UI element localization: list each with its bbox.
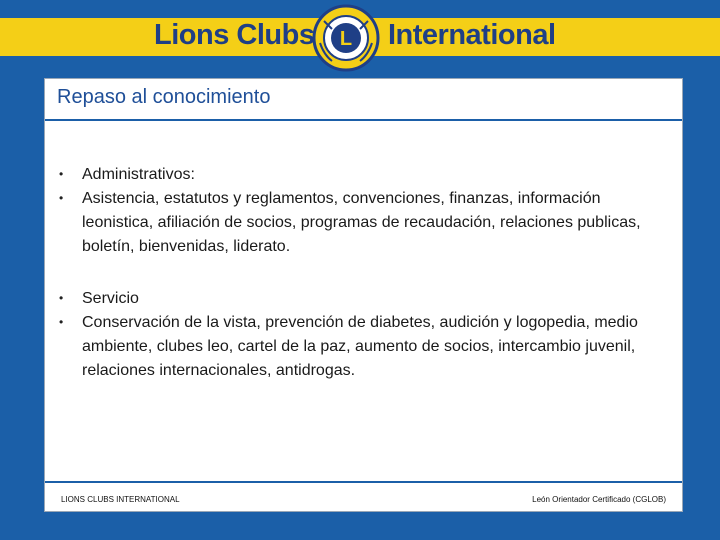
- bullet-marker: •: [59, 191, 64, 205]
- bullet-marker: •: [59, 167, 64, 181]
- footer-left-text: LIONS CLUBS INTERNATIONAL: [61, 495, 180, 504]
- brand-left-text: Lions Clubs: [154, 19, 315, 51]
- slide-title: Repaso al conocimiento: [57, 86, 271, 108]
- bullet-text: Administrativos:: [82, 166, 195, 183]
- header-banner: [0, 0, 720, 74]
- slide-panel: [44, 78, 683, 512]
- bullet-text: Asistencia, estatutos y reglamentos, convenciones, finanzas, información leonistica, afiliación de socios, programas de recaudación, relaciones publicas, boletín, bienvenidas, liderato.: [82, 190, 641, 255]
- title-box: [45, 79, 682, 121]
- bullet-marker: •: [59, 291, 64, 305]
- brand-right-text: International: [388, 19, 556, 51]
- lions-logo-icon: [310, 3, 382, 73]
- bullet-text: Conservación de la vista, prevención de diabetes, audición y logopedia, medio ambiente, clubes leo, cartel de la paz, aumento de socios, intercambio juvenil, relaciones internacionales, antidrogas.: [82, 314, 638, 379]
- svg-text:L: L: [339, 28, 353, 50]
- bullet-marker: •: [59, 315, 64, 329]
- bullet-text: Servicio: [82, 290, 139, 307]
- slide-footer: [45, 481, 682, 513]
- footer-right-text: León Orientador Certificado (CGLOB): [532, 495, 666, 504]
